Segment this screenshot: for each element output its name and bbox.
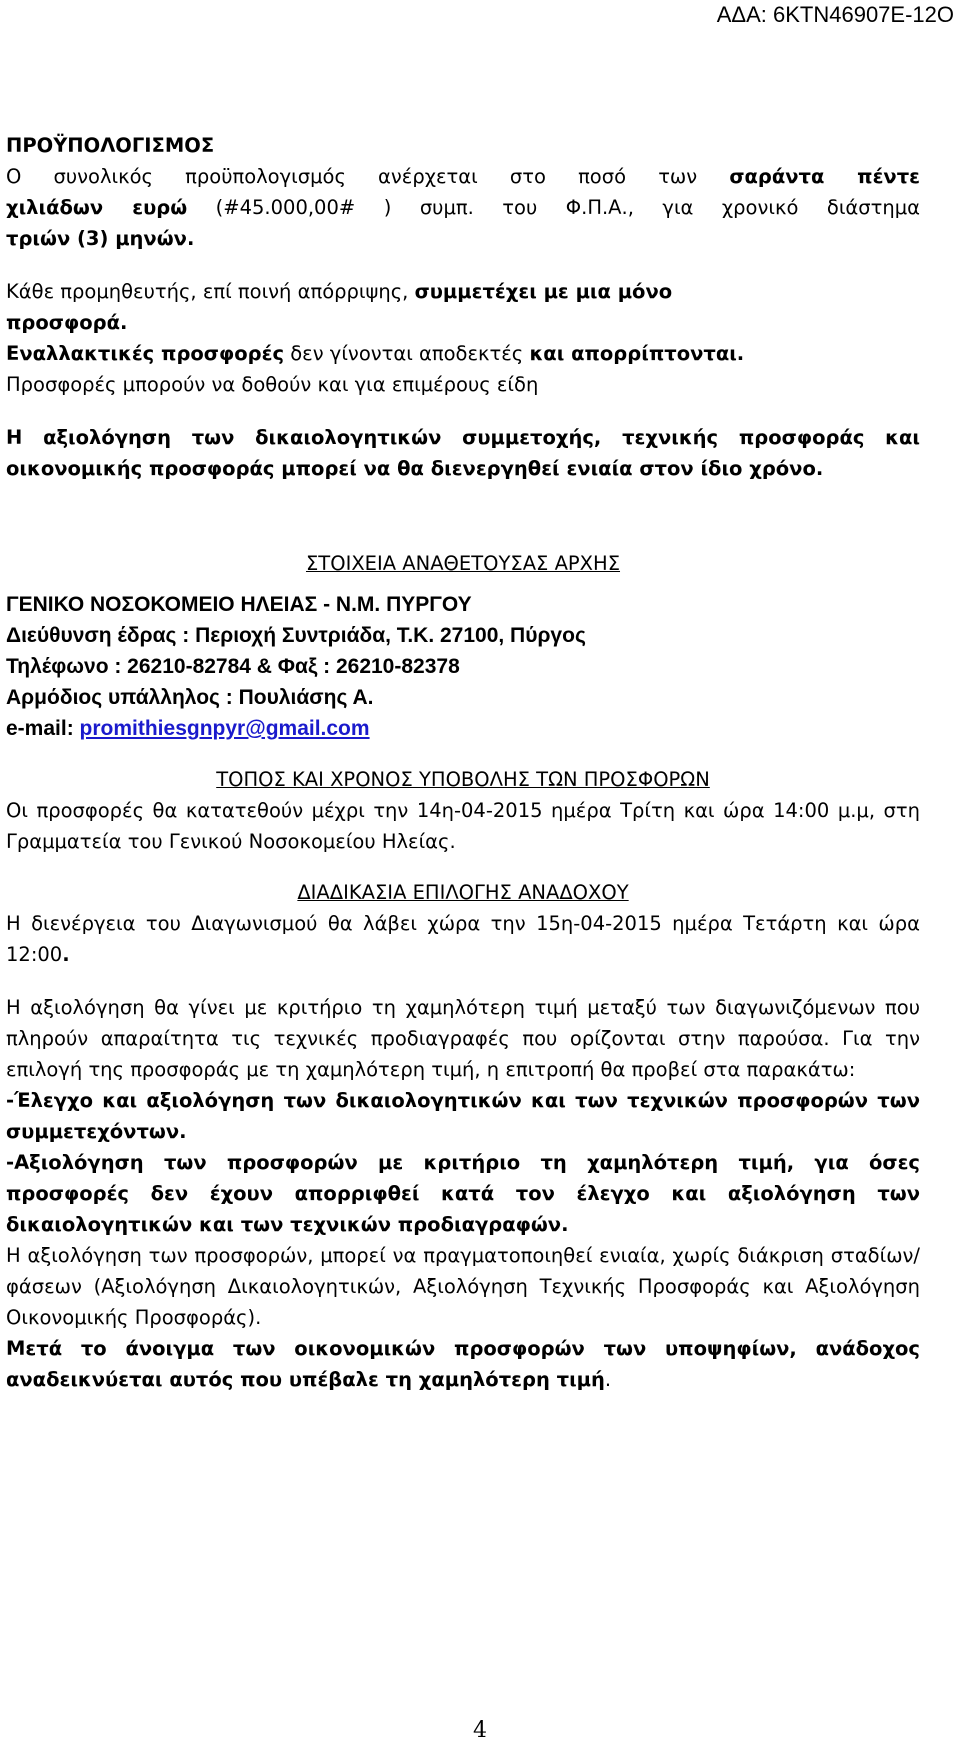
submission-text: Οι προσφορές θα κατατεθούν μέχρι την 14η-04-2015 ημέρα Τρίτη και ώρα 14:00 μ.μ, στη Γραμματεία του Γενικού Νοσοκομείου Ηλείας.: [6, 799, 920, 853]
criteria-step-1: -Έλεγχο και αξιολόγηση των δικαιολογητικών και των τεχνικών προσφορών των συμμετεχόντων.: [6, 1089, 920, 1143]
selection-text-end: .: [62, 943, 70, 966]
contact-person: Αρμόδιος υπάλληλος : Πουλιάσης Α.: [6, 686, 374, 709]
budget-heading: ΠΡΟΫΠΟΛΟΓΙΣΜΟΣ: [6, 134, 215, 157]
budget-line-1: [6, 161, 920, 192]
hospital-address: Διεύθυνση έδρας : Περιοχή Συντριάδα, Τ.Κ. 27100, Πύργος: [6, 624, 586, 647]
budget-line-1-text: Ο συνολικός προϋπολογισμός ανέρχεται στο ποσό των: [6, 165, 730, 188]
criteria-unified-evaluation: Η αξιολόγηση των προσφορών, μπορεί να πραγματοποιηθεί ενιαία, χωρίς διάκριση σταδίων/ φάσεων (Αξιολόγηση Δικαιολογητικών, Αξιολόγηση Τεχνικής Προσφοράς και Αξιολόγηση Οικονομικής Προσφοράς).: [6, 1244, 920, 1329]
hospital-phone: Τηλέφωνο : 26210-82784 & Φαξ : 26210-82378: [6, 655, 460, 678]
single-offer-text: Κάθε προμηθευτής, επί ποινή απόρριψης,: [6, 280, 415, 303]
alternative-offers-text: δεν γίνονται αποδεκτές: [284, 342, 530, 365]
selection-text: [6, 908, 920, 970]
budget-duration: τριών (3) μηνών.: [6, 227, 195, 250]
ada-code: ΑΔΑ: 6ΚΤΝ46907Ε-12Ο: [716, 2, 954, 27]
selection-text-body: Η διενέργεια του Διαγωνισμού θα λάβει χώρα την 15η-04-2015 ημέρα Τετάρτη και ώρα 12:00: [6, 912, 920, 966]
email-line: [6, 713, 920, 744]
criteria-award-end: .: [604, 1368, 612, 1391]
budget-amount-words-2: χιλιάδων ευρώ: [6, 196, 188, 219]
budget-amount-figures: (#45.000,00# ) συμπ. του Φ.Π.Α., για χρονικό διάστημα: [187, 196, 921, 219]
email-link[interactable]: promithiesgnpyr@gmail.com: [79, 717, 370, 740]
single-offer-end: προσφορά.: [6, 311, 128, 334]
email-label: e-mail:: [6, 717, 80, 740]
budget-amount-words-1: σαράντα πέντε: [729, 165, 921, 188]
budget-line-2: [6, 192, 920, 223]
single-offer-rule: [6, 276, 920, 307]
evaluation-note: Η αξιολόγηση των δικαιολογητικών συμμετοχής, τεχνικής προσφοράς και οικονομικής προσφοράς μπορεί να θα διενεργηθεί ενιαία στον ίδιο χρόνο.: [6, 426, 920, 480]
selection-title: ΔΙΑΔΙΚΑΣΙΑ ΕΠΙΛΟΓΗΣ ΑΝΑΔΟΧΟΥ: [297, 881, 629, 904]
criteria-step-2: -Αξιολόγηση των προσφορών με κριτήριο τη χαμηλότερη τιμή, για όσες προσφορές δεν έχουν απορριφθεί κατά τον έλεγχο και αξιολόγηση των δικαιολογητικών και των τεχνικών προδιαγραφών.: [6, 1151, 920, 1236]
criteria-award-text: Μετά το άνοιγμα των οικονομικών προσφορών των υποψηφίων, ανάδοχος αναδεικνύεται αυτός που υπέβαλε τη χαμηλότερη τιμή: [6, 1337, 920, 1391]
alternative-offers-rule: [6, 338, 920, 369]
criteria-paragraph: Η αξιολόγηση θα γίνει με κριτήριο τη χαμηλότερη τιμή μεταξύ των διαγωνιζόμενων που πληρούν απαραίτητα τις τεχνικές προδιαγραφές που ορίζονται στην παρούσα. Για την επιλογή της προσφοράς με τη χαμηλότερη τιμή, η επιτροπή θα προβεί στα παρακάτω:: [6, 996, 920, 1081]
page-number: 4: [473, 1718, 487, 1743]
authority-title: ΣΤΟΙΧΕΙΑ ΑΝΑΘΕΤΟΥΣΑΣ ΑΡΧΗΣ: [305, 552, 621, 575]
criteria-award-rule: [6, 1333, 920, 1395]
submission-title: ΤΟΠΟΣ ΚΑΙ ΧΡΟΝΟΣ ΥΠΟΒΟΛΗΣ ΤΩΝ ΠΡΟΣΦΟΡΩΝ: [216, 768, 710, 791]
single-offer-emphasis: συμμετέχει με μια μόνο: [414, 280, 673, 303]
alternative-offers-term: Εναλλακτικές προσφορές: [6, 342, 285, 365]
partial-offers-note: Προσφορές μπορούν να δοθούν και για επιμέρους είδη: [6, 373, 539, 396]
alternative-offers-rejected: και απορρίπτονται.: [529, 342, 745, 365]
document-body: [6, 130, 920, 1395]
hospital-name: ΓΕΝΙΚΟ ΝΟΣΟΚΟΜΕΙΟ ΗΛΕΙΑΣ - Ν.Μ. ΠΥΡΓΟΥ: [6, 593, 472, 616]
